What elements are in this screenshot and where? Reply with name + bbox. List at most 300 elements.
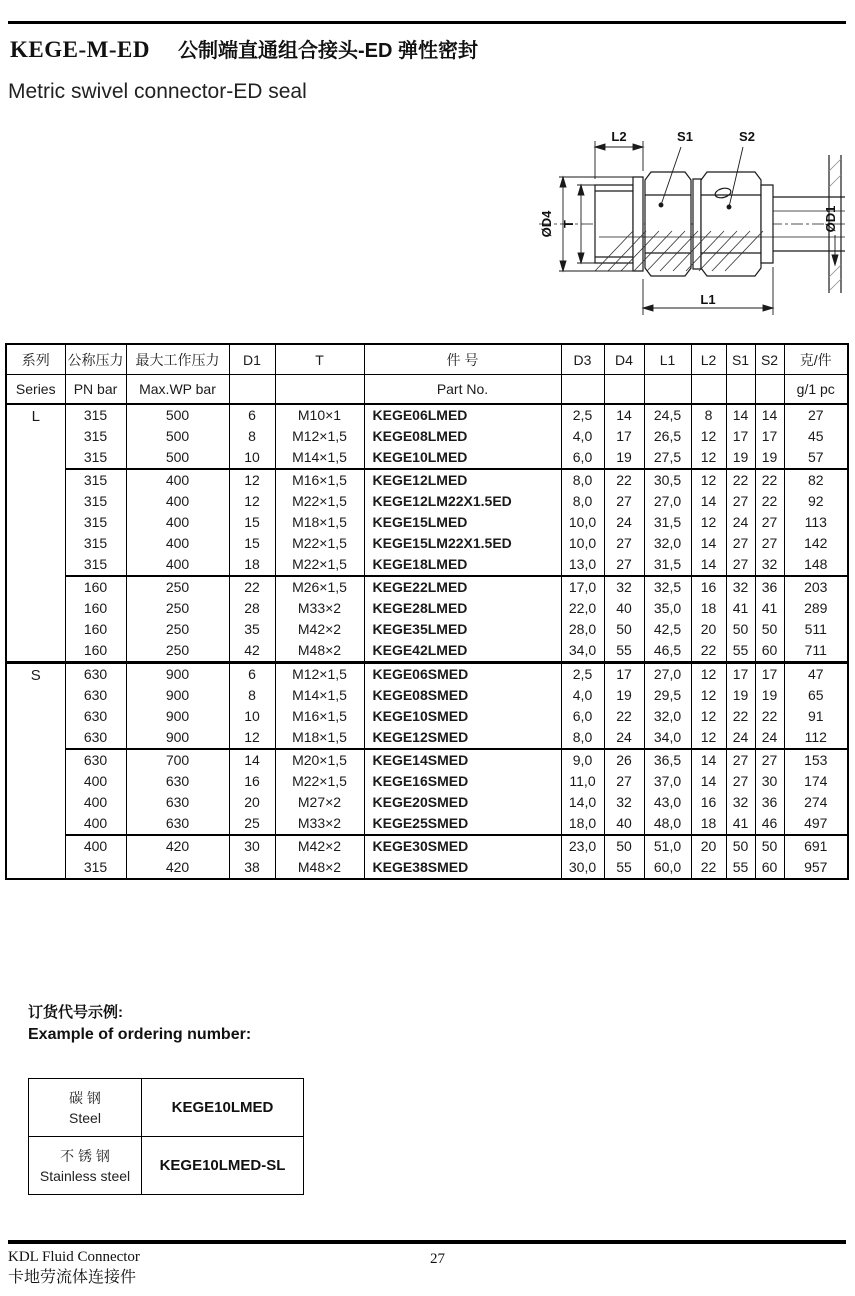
footer-divider <box>8 1240 846 1244</box>
spec-cell: 22 <box>755 706 784 727</box>
spec-cell: 20 <box>691 619 726 640</box>
spec-cell: 18 <box>691 813 726 835</box>
spec-cell: M14×1,5 <box>275 685 364 706</box>
dim-label-s1: S1 <box>677 129 693 144</box>
spec-cell: 900 <box>126 663 229 686</box>
col-header-t: T <box>275 344 364 375</box>
ordering-heading-chinese: 订货代号示例: <box>28 1004 123 1021</box>
product-title-chinese: 公制端直通组合接头-ED 弹性密封 <box>177 40 478 62</box>
spec-cell: 50 <box>755 619 784 640</box>
spec-cell: 16 <box>691 792 726 813</box>
spec-cell: 160 <box>65 598 126 619</box>
spec-cell: 27 <box>604 771 644 792</box>
spec-cell: 630 <box>65 706 126 727</box>
spec-cell: 36 <box>755 792 784 813</box>
part-no-cell: KEGE20SMED <box>364 792 561 813</box>
spec-cell: 22 <box>691 640 726 663</box>
spec-cell: 23,0 <box>561 835 604 857</box>
spec-cell: 19 <box>726 685 755 706</box>
part-no-cell: KEGE12SMED <box>364 727 561 749</box>
spec-cell: 43,0 <box>644 792 691 813</box>
spec-cell: 8 <box>691 404 726 426</box>
spec-cell: 22 <box>726 469 755 491</box>
spec-cell: 315 <box>65 554 126 576</box>
material-steel-english: Steel <box>69 1109 101 1126</box>
spec-cell: 500 <box>126 426 229 447</box>
material-label-stainless <box>29 1137 142 1195</box>
spec-cell: M22×1,5 <box>275 533 364 554</box>
spec-cell: 42,5 <box>644 619 691 640</box>
spec-cell: M22×1,5 <box>275 554 364 576</box>
col-header-s1: S1 <box>726 344 755 375</box>
spec-cell: 35,0 <box>644 598 691 619</box>
spec-cell: 24 <box>726 727 755 749</box>
spec-row <box>6 771 848 792</box>
col-header-d4: D4 <box>604 344 644 375</box>
spec-cell: 22,0 <box>561 598 604 619</box>
spec-cell: 630 <box>126 813 229 835</box>
spec-cell: 19 <box>755 447 784 469</box>
spec-cell: 250 <box>126 640 229 663</box>
spec-cell: M12×1,5 <box>275 663 364 686</box>
spec-cell: 27 <box>604 554 644 576</box>
spec-cell: 41 <box>755 598 784 619</box>
spec-row <box>6 663 848 686</box>
spec-cell: 27 <box>604 533 644 554</box>
spec-cell: 46 <box>755 813 784 835</box>
spec-cell: 4,0 <box>561 685 604 706</box>
spec-cell: 17 <box>604 663 644 686</box>
spec-cell: 630 <box>126 771 229 792</box>
ordering-table <box>28 1078 304 1195</box>
part-no-cell: KEGE06SMED <box>364 663 561 686</box>
spec-cell: 8,0 <box>561 727 604 749</box>
col-header-weight: 克/件 <box>784 344 848 375</box>
spec-cell: 6 <box>229 404 275 426</box>
spec-cell: 24 <box>604 727 644 749</box>
part-no-cell: KEGE15LM22X1.5ED <box>364 533 561 554</box>
spec-row <box>6 727 848 749</box>
spec-cell: M33×2 <box>275 813 364 835</box>
spec-cell: 50 <box>604 619 644 640</box>
spec-cell: 22 <box>229 576 275 598</box>
spec-row <box>6 857 848 879</box>
spec-cell: 497 <box>784 813 848 835</box>
spec-cell: 14 <box>229 749 275 771</box>
spec-cell: 24 <box>726 512 755 533</box>
spec-row <box>6 576 848 598</box>
spec-cell: 900 <box>126 685 229 706</box>
spec-cell: 112 <box>784 727 848 749</box>
spec-cell: 957 <box>784 857 848 879</box>
spec-cell: 30 <box>755 771 784 792</box>
spec-cell: 50 <box>604 835 644 857</box>
footer-company-english: KDL Fluid Connector <box>8 1249 140 1265</box>
spec-cell: 274 <box>784 792 848 813</box>
spec-cell: 315 <box>65 857 126 879</box>
col-header-partno: 件 号 <box>364 344 561 375</box>
col-subheader-s1 <box>726 375 755 405</box>
col-header-series: 系列 <box>6 344 65 375</box>
spec-cell: 60 <box>755 640 784 663</box>
spec-cell: M18×1,5 <box>275 727 364 749</box>
spec-cell: 31,5 <box>644 554 691 576</box>
spec-cell: 19 <box>604 685 644 706</box>
spec-cell: M26×1,5 <box>275 576 364 598</box>
spec-cell: 420 <box>126 857 229 879</box>
spec-cell: M22×1,5 <box>275 491 364 512</box>
part-no-cell: KEGE12LM22X1.5ED <box>364 491 561 512</box>
spec-cell: 315 <box>65 533 126 554</box>
spec-cell: 29,5 <box>644 685 691 706</box>
spec-cell: 250 <box>126 598 229 619</box>
spec-cell: 24 <box>755 727 784 749</box>
col-header-d3: D3 <box>561 344 604 375</box>
spec-cell: 36,5 <box>644 749 691 771</box>
ordering-row-stainless <box>29 1137 304 1195</box>
spec-table-series-S <box>6 663 848 880</box>
spec-cell: 30,5 <box>644 469 691 491</box>
spec-cell: 174 <box>784 771 848 792</box>
ordering-row-steel <box>29 1079 304 1137</box>
series-name-cell: S <box>6 663 65 880</box>
spec-cell: 28,0 <box>561 619 604 640</box>
spec-cell: M10×1 <box>275 404 364 426</box>
page-number: 27 <box>430 1251 445 1267</box>
spec-cell: 27 <box>726 771 755 792</box>
spec-cell: 26 <box>604 749 644 771</box>
spec-row <box>6 706 848 727</box>
spec-row <box>6 749 848 771</box>
spec-cell: 14 <box>726 404 755 426</box>
spec-cell: 50 <box>755 835 784 857</box>
spec-cell: 14 <box>691 491 726 512</box>
part-no-cell: KEGE18LMED <box>364 554 561 576</box>
spec-cell: 34,0 <box>561 640 604 663</box>
spec-cell: 46,5 <box>644 640 691 663</box>
part-no-cell: KEGE06LMED <box>364 404 561 426</box>
spec-cell: 160 <box>65 640 126 663</box>
spec-row <box>6 404 848 426</box>
spec-cell: 14 <box>691 533 726 554</box>
technical-drawing <box>533 127 851 323</box>
part-no-cell: KEGE25SMED <box>364 813 561 835</box>
spec-cell: 51,0 <box>644 835 691 857</box>
spec-cell: 27,5 <box>644 447 691 469</box>
spec-cell: M20×1,5 <box>275 749 364 771</box>
spec-cell: 500 <box>126 447 229 469</box>
col-header-s2: S2 <box>755 344 784 375</box>
spec-cell: 22 <box>755 469 784 491</box>
spec-cell: 10 <box>229 706 275 727</box>
spec-cell: 10,0 <box>561 533 604 554</box>
spec-cell: 24 <box>604 512 644 533</box>
material-steel-chinese: 碳 钢 <box>69 1089 101 1106</box>
product-title-english: Metric swivel connector-ED seal <box>8 80 307 103</box>
spec-cell: 22 <box>691 857 726 879</box>
spec-cell: 19 <box>604 447 644 469</box>
spec-cell: 91 <box>784 706 848 727</box>
spec-cell: 113 <box>784 512 848 533</box>
spec-cell: 900 <box>126 727 229 749</box>
spec-cell: 14 <box>755 404 784 426</box>
spec-cell: 18 <box>691 598 726 619</box>
spec-cell: 27 <box>755 512 784 533</box>
spec-cell: 11,0 <box>561 771 604 792</box>
spec-row <box>6 685 848 706</box>
material-label-steel <box>29 1079 142 1137</box>
dim-label-t: T <box>561 220 576 228</box>
spec-cell: 511 <box>784 619 848 640</box>
spec-cell: 50 <box>726 835 755 857</box>
spec-cell: 27 <box>755 749 784 771</box>
spec-cell: 41 <box>726 598 755 619</box>
col-subheader-d3 <box>561 375 604 405</box>
spec-cell: 16 <box>229 771 275 792</box>
col-subheader-t <box>275 375 364 405</box>
spec-cell: 55 <box>604 857 644 879</box>
spec-cell: 148 <box>784 554 848 576</box>
fitting-outline <box>539 155 845 293</box>
spec-cell: 289 <box>784 598 848 619</box>
spec-cell: 27 <box>726 749 755 771</box>
col-subheader-l1 <box>644 375 691 405</box>
spec-cell: M42×2 <box>275 835 364 857</box>
spec-cell: 55 <box>726 640 755 663</box>
spec-cell: 28 <box>229 598 275 619</box>
spec-cell: M22×1,5 <box>275 771 364 792</box>
spec-cell: 36 <box>755 576 784 598</box>
spec-cell: 27,0 <box>644 663 691 686</box>
spec-cell: 8,0 <box>561 469 604 491</box>
spec-cell: 47 <box>784 663 848 686</box>
spec-row <box>6 640 848 663</box>
spec-cell: 315 <box>65 447 126 469</box>
spec-cell: 14 <box>691 749 726 771</box>
spec-cell: 27 <box>726 554 755 576</box>
part-no-cell: KEGE42LMED <box>364 640 561 663</box>
spec-cell: 19 <box>755 685 784 706</box>
col-header-maxwp: 最大工作压力 <box>126 344 229 375</box>
spec-cell: 32 <box>726 576 755 598</box>
ordering-heading-english: Example of ordering number: <box>28 1026 252 1043</box>
spec-row <box>6 554 848 576</box>
part-no-cell: KEGE28LMED <box>364 598 561 619</box>
spec-row <box>6 792 848 813</box>
spec-cell: 16 <box>691 576 726 598</box>
spec-cell: 32 <box>604 576 644 598</box>
col-subheader-d1 <box>229 375 275 405</box>
spec-cell: 315 <box>65 512 126 533</box>
spec-row <box>6 491 848 512</box>
spec-cell: 630 <box>65 663 126 686</box>
spec-cell: 250 <box>126 576 229 598</box>
spec-cell: 27 <box>604 491 644 512</box>
spec-cell: 14 <box>691 771 726 792</box>
spec-cell: 14 <box>604 404 644 426</box>
spec-table-series-L <box>6 404 848 663</box>
spec-cell: 4,0 <box>561 426 604 447</box>
spec-cell: 160 <box>65 619 126 640</box>
spec-cell: 25 <box>229 813 275 835</box>
spec-row <box>6 835 848 857</box>
spec-cell: 30 <box>229 835 275 857</box>
material-stainless-chinese: 不 锈 钢 <box>60 1147 110 1164</box>
spec-cell: 400 <box>126 554 229 576</box>
spec-cell: 32,0 <box>644 706 691 727</box>
spec-cell: 17 <box>755 426 784 447</box>
spec-cell: 12 <box>691 447 726 469</box>
spec-row <box>6 469 848 491</box>
spec-cell: 8,0 <box>561 491 604 512</box>
spec-cell: 32,0 <box>644 533 691 554</box>
spec-table <box>5 343 849 880</box>
spec-cell: 153 <box>784 749 848 771</box>
spec-cell: 12 <box>691 727 726 749</box>
spec-cell: 50 <box>726 619 755 640</box>
spec-cell: 6 <box>229 663 275 686</box>
col-subheader-series: Series <box>6 375 65 405</box>
spec-cell: 35 <box>229 619 275 640</box>
part-no-cell: KEGE15LMED <box>364 512 561 533</box>
col-subheader-s2 <box>755 375 784 405</box>
part-no-cell: KEGE08SMED <box>364 685 561 706</box>
spec-cell: 18 <box>229 554 275 576</box>
spec-cell: 12 <box>691 426 726 447</box>
spec-cell: 55 <box>726 857 755 879</box>
spec-cell: 14,0 <box>561 792 604 813</box>
spec-cell: 12 <box>229 491 275 512</box>
spec-row <box>6 813 848 835</box>
spec-cell: 9,0 <box>561 749 604 771</box>
spec-cell: 400 <box>65 771 126 792</box>
spec-cell: M16×1,5 <box>275 706 364 727</box>
spec-row <box>6 598 848 619</box>
spec-cell: M33×2 <box>275 598 364 619</box>
spec-cell: 82 <box>784 469 848 491</box>
spec-cell: 315 <box>65 491 126 512</box>
spec-cell: 12 <box>691 469 726 491</box>
spec-cell: 12 <box>229 727 275 749</box>
dim-label-l1: L1 <box>700 292 716 307</box>
spec-cell: 34,0 <box>644 727 691 749</box>
spec-cell: 400 <box>65 792 126 813</box>
spec-cell: M16×1,5 <box>275 469 364 491</box>
ordering-code-steel: KEGE10LMED <box>142 1079 304 1137</box>
spec-cell: 40 <box>604 598 644 619</box>
spec-cell: 6,0 <box>561 447 604 469</box>
spec-cell: 10,0 <box>561 512 604 533</box>
spec-cell: M18×1,5 <box>275 512 364 533</box>
spec-cell: 32 <box>726 792 755 813</box>
col-subheader-l2 <box>691 375 726 405</box>
spec-cell: 22 <box>604 469 644 491</box>
dim-label-s2: S2 <box>739 129 755 144</box>
col-header-l1: L1 <box>644 344 691 375</box>
spec-cell: 38 <box>229 857 275 879</box>
footer-company-chinese: 卡地劳流体连接件 <box>8 1269 137 1286</box>
spec-cell: 60 <box>755 857 784 879</box>
series-name-cell: L <box>6 404 65 663</box>
spec-cell: M12×1,5 <box>275 426 364 447</box>
ordering-code-stainless: KEGE10LMED-SL <box>142 1137 304 1195</box>
spec-cell: 12 <box>691 512 726 533</box>
part-no-cell: KEGE30SMED <box>364 835 561 857</box>
spec-cell: 30,0 <box>561 857 604 879</box>
spec-cell: 22 <box>755 491 784 512</box>
spec-cell: 32 <box>755 554 784 576</box>
spec-cell: 26,5 <box>644 426 691 447</box>
part-no-cell: KEGE10LMED <box>364 447 561 469</box>
spec-cell: 41 <box>726 813 755 835</box>
spec-cell: 17 <box>726 426 755 447</box>
spec-cell: 630 <box>126 792 229 813</box>
spec-cell: 31,5 <box>644 512 691 533</box>
spec-cell: 92 <box>784 491 848 512</box>
spec-row <box>6 447 848 469</box>
spec-cell: 315 <box>65 469 126 491</box>
spec-cell: 142 <box>784 533 848 554</box>
spec-cell: 6,0 <box>561 706 604 727</box>
spec-cell: 27 <box>784 404 848 426</box>
col-subheader-d4 <box>604 375 644 405</box>
col-header-l2: L2 <box>691 344 726 375</box>
spec-cell: 10 <box>229 447 275 469</box>
dim-label-l2: L2 <box>611 129 627 144</box>
spec-cell: 630 <box>65 727 126 749</box>
spec-cell: 15 <box>229 533 275 554</box>
footer-company <box>8 1248 140 1288</box>
spec-cell: 32 <box>604 792 644 813</box>
spec-cell: 630 <box>65 749 126 771</box>
page-title <box>10 34 478 63</box>
spec-cell: 160 <box>65 576 126 598</box>
spec-cell: 45 <box>784 426 848 447</box>
spec-cell: 48,0 <box>644 813 691 835</box>
part-no-cell: KEGE38SMED <box>364 857 561 879</box>
spec-cell: 27 <box>755 533 784 554</box>
spec-cell: 17 <box>604 426 644 447</box>
spec-cell: 400 <box>65 813 126 835</box>
part-no-cell: KEGE16SMED <box>364 771 561 792</box>
spec-cell: 27,0 <box>644 491 691 512</box>
spec-cell: 630 <box>65 685 126 706</box>
spec-cell: 27 <box>726 491 755 512</box>
spec-cell: 12 <box>229 469 275 491</box>
spec-cell: 17,0 <box>561 576 604 598</box>
col-subheader-maxwp: Max.WP bar <box>126 375 229 405</box>
part-no-cell: KEGE35LMED <box>364 619 561 640</box>
spec-cell: 2,5 <box>561 663 604 686</box>
top-divider <box>8 21 846 24</box>
spec-cell: 12 <box>691 663 726 686</box>
col-subheader-weight: g/1 pc <box>784 375 848 405</box>
col-subheader-pn: PN bar <box>65 375 126 405</box>
spec-cell: 250 <box>126 619 229 640</box>
spec-table-header <box>6 344 848 404</box>
spec-cell: 400 <box>126 512 229 533</box>
spec-row <box>6 426 848 447</box>
spec-cell: 8 <box>229 685 275 706</box>
spec-cell: 20 <box>691 835 726 857</box>
part-no-cell: KEGE22LMED <box>364 576 561 598</box>
spec-cell: 37,0 <box>644 771 691 792</box>
spec-cell: 12 <box>691 685 726 706</box>
spec-cell: 700 <box>126 749 229 771</box>
spec-cell: 60,0 <box>644 857 691 879</box>
spec-cell: 14 <box>691 554 726 576</box>
spec-cell: 315 <box>65 404 126 426</box>
